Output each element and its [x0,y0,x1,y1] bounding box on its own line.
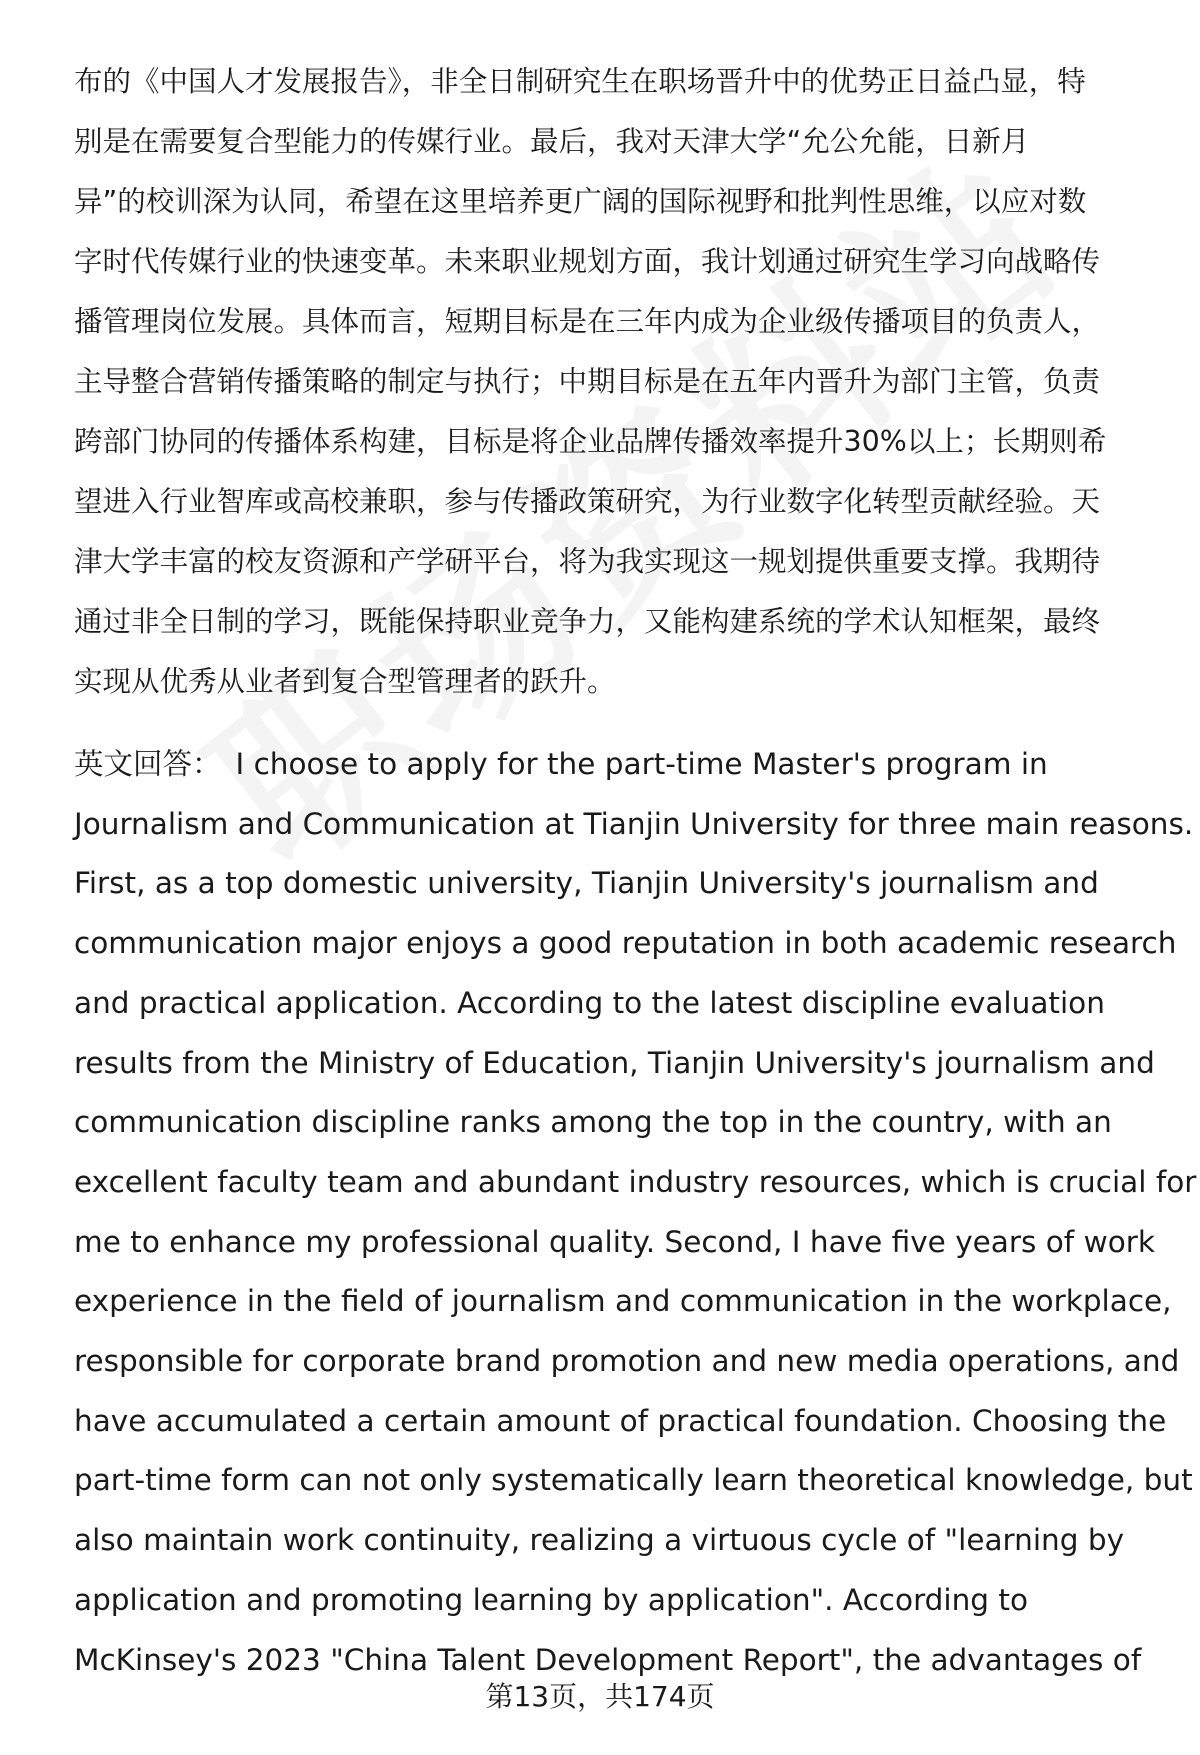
text-line-content: I choose to apply for the part-time Master's program in [235,747,1048,781]
text-line: excellent faculty team and abundant industry resources, which is crucial for [74,1164,1197,1199]
page-number-footer: 第13页，共174页 [485,1680,715,1713]
text-line: responsible for corporate brand promotion and new media operations, and [74,1344,1180,1379]
text-line: and practical application. According to the latest discipline evaluation [74,985,1105,1020]
text-line: 实现从优秀从业者到复合型管理者的跃升。 [74,665,616,698]
text-line: 通过非全日制的学习，既能保持职业竞争力，又能构建系统的学术认知框架，最终 [74,605,1101,638]
text-line: 播管理岗位发展。具体而言，短期目标是在三年内成为企业级传播项目的负责人， [74,305,1101,338]
text-line: experience in the field of journalism and communication in the workplace, [74,1284,1172,1319]
text-line: Journalism and Communication at Tianjin University for three main reasons. [74,806,1194,841]
text-line: 布的《中国人才发展报告》，非全日制研究生在职场晋升中的优势正日益凸显，特 [74,65,1086,98]
text-line: me to enhance my professional quality. Second, I have five years of work [74,1224,1155,1259]
text-line: results from the Ministry of Education, Tianjin University's journalism and [74,1045,1155,1080]
text-line: 望进入行业智库或高校兼职，参与传播政策研究，为行业数字化转型贡献经验。天 [74,485,1101,518]
text-line: 字时代传媒行业的快速变革。未来职业规划方面，我计划通过研究生学习向战略传 [74,245,1101,278]
text-line: 主导整合营销传播策略的制定与执行；中期目标是在五年内晋升为部门主管，负责 [74,365,1101,398]
text-line: First, as a top domestic university, Tianjin University's journalism and [74,866,1099,901]
english-answer-paragraph [74,735,1197,1690]
text-line: also maintain work continuity, realizing a virtuous cycle of "learning by [74,1523,1125,1558]
text-line: communication discipline ranks among the top in the country, with an [74,1105,1112,1140]
text-line: part-time form can not only systematically learn theoretical knowledge, but [74,1463,1193,1498]
text-line: 跨部门协同的传播体系构建，目标是将企业品牌传播效率提升30%以上；长期则希 [74,425,1107,458]
text-line: McKinsey's 2023 "China Talent Development Report", the advantages of [74,1642,1142,1677]
text-line: communication major enjoys a good reputation in both academic research [74,926,1177,961]
text-line: application and promoting learning by application". According to [74,1582,1029,1617]
text-line: 异”的校训深为认同，希望在这里培养更广阔的国际视野和批判性思维，以应对数 [74,185,1087,218]
text-line [74,735,1164,795]
text-line: 别是在需要复合型能力的传媒行业。最后，我对天津大学“允公允能，日新月 [74,125,1030,158]
text-line: have accumulated a certain amount of practical foundation. Choosing the [74,1403,1167,1438]
chinese-answer-paragraph [74,52,1154,712]
text-line: 津大学丰富的校友资源和产学研平台，将为我实现这一规划提供重要支撑。我期待 [74,545,1101,578]
english-answer-label: 英文回答： [74,747,222,781]
